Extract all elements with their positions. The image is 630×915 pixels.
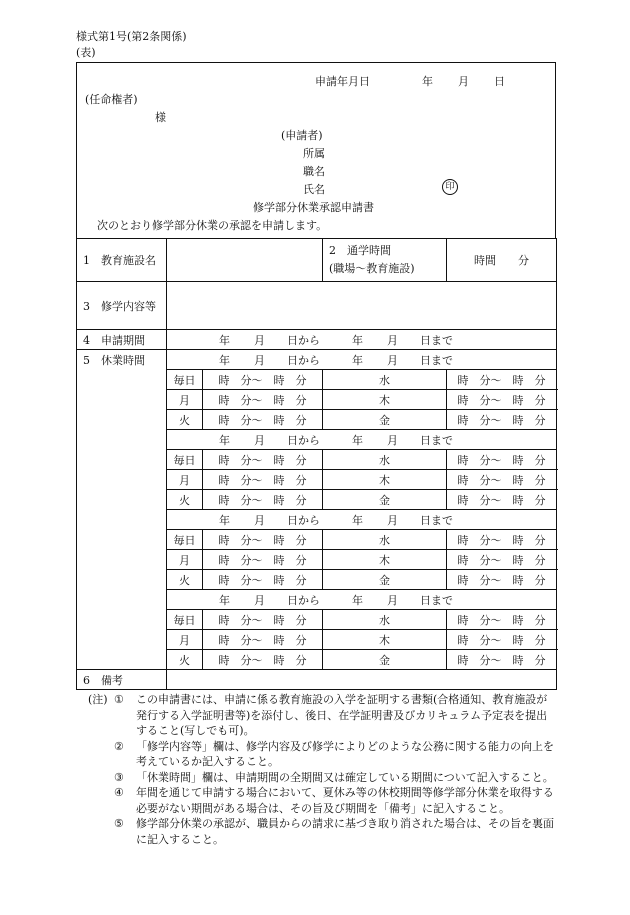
facility-label: 1 教育施設名: [77, 239, 167, 282]
position-label: 職名: [303, 165, 325, 178]
schedule-time-right[interactable]: 時 分～ 時 分: [447, 490, 557, 510]
note-number: ④: [114, 786, 124, 799]
schedule-time-right[interactable]: 時 分～ 時 分: [447, 450, 557, 470]
schedule-day-left: 毎日: [167, 450, 203, 470]
date-month: 月: [458, 75, 469, 88]
schedule-day-left: 毎日: [167, 530, 203, 550]
schedule-day-right: 水: [323, 530, 447, 550]
note-number: ①: [114, 693, 124, 706]
schedule-range[interactable]: 年 月 日から 年 月 日まで: [167, 350, 557, 370]
commute-value[interactable]: 時間 分: [447, 239, 557, 282]
schedule-time-left[interactable]: 時 分～ 時 分: [203, 610, 323, 630]
schedule-day-right: 木: [323, 470, 447, 490]
schedule-day-right: 金: [323, 650, 447, 670]
schedule-day-right: 水: [323, 610, 447, 630]
affiliation-label: 所属: [303, 147, 325, 160]
schedule-day-right: 木: [323, 630, 447, 650]
note-text: 「休業時間」欄は、申請期間の全期間又は確定している期間について記入すること。: [136, 770, 554, 784]
schedule-time-left[interactable]: 時 分～ 時 分: [203, 390, 323, 410]
facility-value[interactable]: [167, 239, 323, 282]
schedule-time-left[interactable]: 時 分～ 時 分: [203, 470, 323, 490]
sama-label: 様: [155, 111, 166, 124]
schedule-time-right[interactable]: 時 分～ 時 分: [447, 530, 557, 550]
intro-text: 次のとおり修学部分休業の承認を申請します。: [97, 219, 328, 232]
note-item: [88, 692, 558, 739]
schedule-range[interactable]: 年 月 日から 年 月 日まで: [167, 430, 557, 450]
notes-section: [88, 692, 558, 847]
schedule-day-left: 月: [167, 630, 203, 650]
commute-label: 2 通学時間 (職場～教育施設): [323, 239, 447, 282]
schedule-time-right[interactable]: 時 分～ 時 分: [447, 370, 557, 390]
content-value[interactable]: [167, 282, 557, 330]
schedule-day-left: 火: [167, 650, 203, 670]
note-label: [88, 770, 114, 786]
schedule-time-left[interactable]: 時 分～ 時 分: [203, 450, 323, 470]
note-item: [88, 739, 558, 770]
period-range[interactable]: 年 月 日から 年 月 日まで: [167, 330, 557, 350]
schedule-day-left: 火: [167, 410, 203, 430]
schedule-time-left[interactable]: 時 分～ 時 分: [203, 490, 323, 510]
schedule-time-right[interactable]: 時 分～ 時 分: [447, 630, 557, 650]
schedule-time-right[interactable]: 時 分～ 時 分: [447, 550, 557, 570]
schedule-day-left: 月: [167, 550, 203, 570]
content-label: 3 修学内容等: [77, 282, 167, 330]
schedule-day-right: 金: [323, 410, 447, 430]
schedule-day-left: 毎日: [167, 610, 203, 630]
remarks-value[interactable]: [167, 670, 557, 690]
schedule-time-left[interactable]: 時 分～ 時 分: [203, 650, 323, 670]
schedule-time-left[interactable]: 時 分～ 時 分: [203, 370, 323, 390]
seal-icon: 印: [442, 179, 458, 195]
note-number: ③: [114, 770, 124, 784]
schedule-day-right: 木: [323, 390, 447, 410]
schedule-day-left: 毎日: [167, 370, 203, 390]
schedule-time-left[interactable]: 時 分～ 時 分: [203, 410, 323, 430]
note-text: 「修学内容等」欄は、修学内容及び修学によりどのような公務に関する能力の向上を考えているか記入すること。: [136, 739, 554, 768]
schedule-day-left: 月: [167, 470, 203, 490]
note-label: [88, 816, 114, 847]
name-label: 氏名: [303, 183, 325, 196]
form-title: 修学部分休業承認申請書: [253, 201, 374, 214]
hours-label: 5 休業時間: [77, 350, 167, 670]
schedule-day-left: 火: [167, 490, 203, 510]
schedule-day-right: 金: [323, 570, 447, 590]
application-table: [76, 238, 557, 690]
schedule-day-right: 木: [323, 550, 447, 570]
schedule-time-left[interactable]: 時 分～ 時 分: [203, 570, 323, 590]
authority-label: (任命権者): [85, 93, 138, 106]
schedule-time-left[interactable]: 時 分～ 時 分: [203, 530, 323, 550]
schedule-time-right[interactable]: 時 分～ 時 分: [447, 570, 557, 590]
form-side-label: (表): [76, 46, 96, 59]
note-text: 修学部分休業の承認が、職員からの請求に基づき取り消された場合は、その旨を裏面に記入すること。: [136, 817, 554, 846]
note-text: この申請書には、申請に係る教育施設の入学を証明する書類(合格通知、教育施設が発行する入学証明書等)を添付し、後日、在学証明書及びカリキュラム予定表を提出すること(写しでも可)。: [136, 693, 548, 737]
schedule-range[interactable]: 年 月 日から 年 月 日まで: [167, 590, 557, 610]
note-item: [88, 770, 558, 786]
applicant-label: (申請者): [281, 129, 323, 142]
schedule-time-right[interactable]: 時 分～ 時 分: [447, 610, 557, 630]
schedule-time-right[interactable]: 時 分～ 時 分: [447, 390, 557, 410]
note-number: ⑤: [114, 817, 124, 830]
note-label: [88, 785, 114, 816]
schedule-time-left[interactable]: 時 分～ 時 分: [203, 630, 323, 650]
note-item: [88, 816, 558, 847]
date-year: 年: [422, 75, 433, 88]
schedule-day-right: 金: [323, 490, 447, 510]
schedule-day-left: 火: [167, 570, 203, 590]
schedule-day-right: 水: [323, 450, 447, 470]
schedule-day-right: 水: [323, 370, 447, 390]
schedule-time-right[interactable]: 時 分～ 時 分: [447, 410, 557, 430]
remarks-label: 6 備考: [77, 670, 167, 690]
date-day: 日: [494, 75, 505, 88]
note-label: (注): [88, 693, 108, 706]
note-label: [88, 739, 114, 770]
schedule-range[interactable]: 年 月 日から 年 月 日まで: [167, 510, 557, 530]
form-number: 様式第1号(第2条関係): [76, 30, 187, 43]
schedule-time-right[interactable]: 時 分～ 時 分: [447, 650, 557, 670]
period-label: 4 申請期間: [77, 330, 167, 350]
application-header-box: [76, 62, 556, 239]
note-text: 年間を通じて申請する場合において、夏休み等の休校期間等修学部分休業を取得する必要がない期間がある場合は、その旨及び期間を「備考」に記入すること。: [136, 786, 554, 815]
schedule-time-left[interactable]: 時 分～ 時 分: [203, 550, 323, 570]
note-number: ②: [114, 739, 124, 753]
schedule-day-left: 月: [167, 390, 203, 410]
date-label: 申請年月日: [315, 75, 370, 88]
schedule-time-right[interactable]: 時 分～ 時 分: [447, 470, 557, 490]
note-item: [88, 785, 558, 816]
